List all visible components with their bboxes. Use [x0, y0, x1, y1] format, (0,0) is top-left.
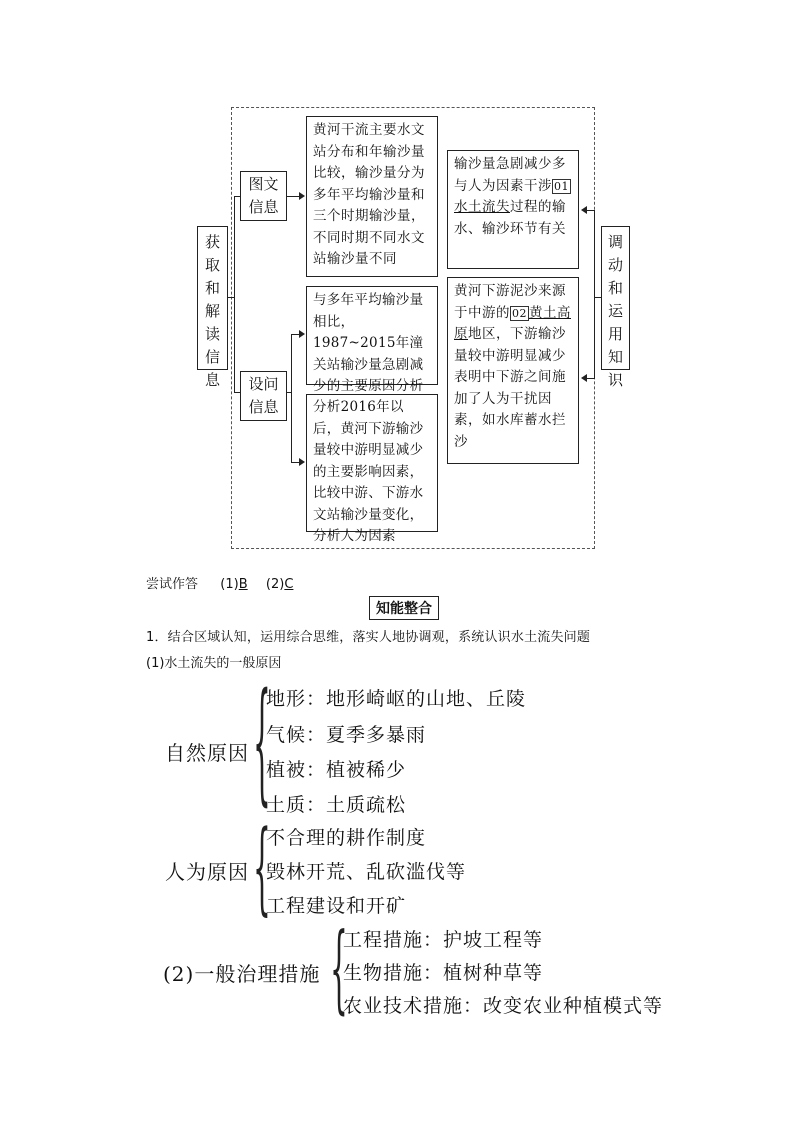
section-title: 知能整合	[369, 596, 439, 620]
left-label-text: 获取和解读信息	[204, 233, 220, 389]
answer-line	[146, 573, 293, 592]
measure-item: 工程措施：护坡工程等	[343, 929, 544, 951]
human-cause-item: 工程建设和开矿	[266, 895, 407, 917]
knowledge-box-2	[447, 277, 579, 464]
knowledge-text-1-pre: 输沙量急剧减少多与人为因素干涉	[454, 156, 566, 194]
connector	[291, 462, 299, 463]
knowledge-text-1	[448, 151, 578, 243]
brace-icon: {	[253, 811, 271, 927]
arrow-right-icon	[299, 458, 305, 466]
sub-heading-1: (1)水土流失的一般原因	[146, 656, 282, 671]
shewen-detail-text-2: 分析2016年以后，黄河下游输沙量较中游明显减少的主要影响因素，比较中游、下游水文站输沙量变化，分析人为因素	[313, 399, 424, 544]
answer-1-prefix: (1)	[220, 577, 239, 592]
brace-icon: {	[330, 914, 348, 1026]
natural-causes-label: 自然原因	[165, 741, 249, 765]
knowledge-keyword-2: 黄土高原	[454, 304, 571, 342]
measures-list	[343, 925, 663, 1024]
measures-label: (2)一般治理措施	[163, 962, 321, 986]
shewen-detail-text-1: 与多年平均输沙量相比，1987~2015年潼关站输沙量急剧减少的主要原因分析	[313, 292, 424, 394]
knowledge-box-1	[447, 150, 579, 269]
answer-label: 尝试作答	[146, 577, 199, 592]
knowledge-keyword-1: 水土流失	[454, 199, 510, 215]
arrow-right-icon	[299, 330, 305, 338]
knowledge-text-1-post: 过程的输水、输沙环节有关	[454, 199, 566, 237]
natural-cause-item: 土质：土质疏松	[266, 794, 407, 816]
arrow-right-icon	[299, 192, 305, 200]
tuwen-detail-text: 黄河干流主要水文站分布和年输沙量比较，输沙量分为多年平均输沙量和三个时期输沙量，不同时期不同水文站输沙量不同	[313, 122, 425, 267]
tuwen-detail-box	[306, 116, 438, 277]
answer-number-02: 02	[512, 306, 527, 320]
left-label-box	[197, 226, 228, 389]
answer-number-01: 01	[554, 179, 569, 193]
natural-causes-list	[266, 684, 526, 824]
point-1-text: 1．结合区域认知，运用综合思维，落实人地协调观，系统认识水土流失问题	[146, 630, 591, 645]
answer-2: C	[284, 577, 294, 592]
answer-2-prefix: (2)	[265, 577, 285, 592]
shewen-label: 设问信息	[248, 375, 279, 416]
natural-cause-item: 地形：地形崎岖的山地、丘陵	[266, 688, 527, 710]
knowledge-text-2-post: 地区，下游输沙量较中游明显减少表明中下游之间施加了人为干扰因素，如水库蓄水拦沙	[454, 326, 566, 450]
tuwen-label-box	[240, 171, 287, 221]
shewen-detail-box-1	[306, 286, 438, 394]
human-cause-item: 不合理的耕作制度	[266, 827, 427, 849]
human-causes-list	[266, 823, 466, 925]
knowledge-text-2-pre: 黄河下游泥沙来源于中游的	[454, 283, 566, 321]
shewen-label-box	[240, 371, 287, 421]
answer-1: B	[238, 577, 248, 592]
connector	[291, 334, 292, 462]
connector	[594, 297, 601, 298]
natural-cause-item: 气候：夏季多暴雨	[266, 724, 427, 746]
right-label-box	[601, 226, 630, 389]
knowledge-text-2	[448, 278, 578, 456]
connector	[287, 196, 299, 197]
human-cause-item: 毁林开荒、乱砍滥伐等	[266, 861, 467, 883]
human-causes-label: 人为原因	[165, 860, 249, 884]
measure-item: 农业技术措施：改变农业种植模式等	[343, 995, 664, 1017]
tuwen-label: 图文信息	[248, 175, 279, 216]
connector	[234, 196, 235, 392]
brace-icon: {	[253, 668, 271, 820]
measure-item: 生物措施：植树种草等	[343, 962, 544, 984]
connector	[594, 210, 595, 379]
connector	[291, 334, 299, 335]
shewen-detail-box-2	[306, 394, 438, 544]
right-label-text: 调动和运用知识	[607, 233, 623, 389]
natural-cause-item: 植被：植被稀少	[266, 759, 407, 781]
